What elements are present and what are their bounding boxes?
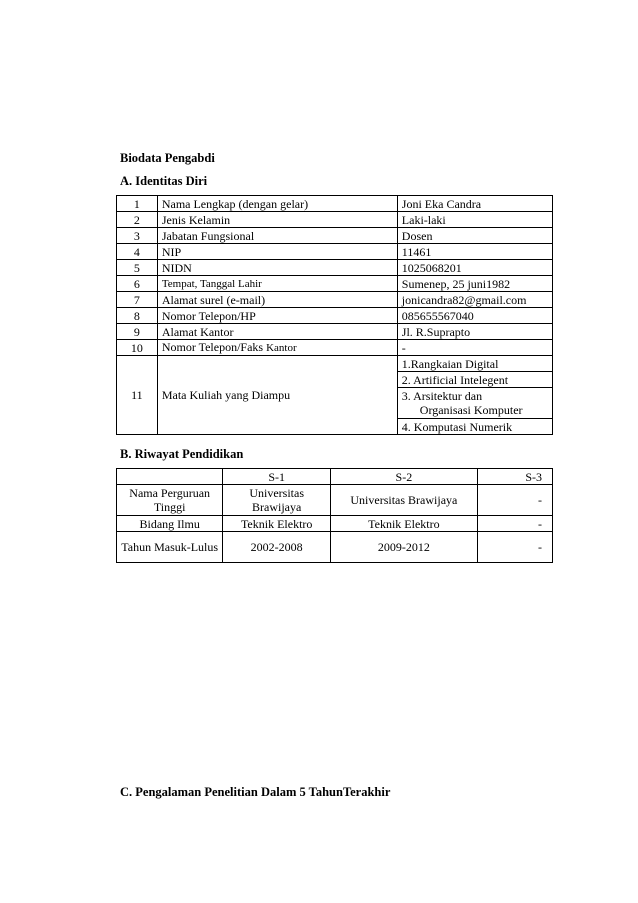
- row-number: 4: [117, 244, 158, 260]
- table-row: [117, 196, 553, 212]
- pendidikan-table: [116, 468, 553, 563]
- row-label: Nama Perguruan Tinggi: [117, 485, 223, 516]
- row-number: 7: [117, 292, 158, 308]
- row-number: 10: [117, 340, 158, 356]
- table-row: [117, 340, 553, 356]
- table-row: [117, 516, 553, 532]
- course-item-line: 3. Arsitektur dan: [401, 389, 483, 403]
- course-item: [397, 388, 552, 419]
- row-label: Alamat surel (e-mail): [157, 292, 397, 308]
- table-row: [117, 260, 553, 276]
- course-item: 4. Komputasi Numerik: [397, 419, 552, 435]
- row-number: 8: [117, 308, 158, 324]
- cell-s1: 2002-2008: [223, 532, 331, 563]
- row-label-main: Nomor Telepon/Faks: [161, 340, 264, 354]
- table-row: [117, 356, 553, 372]
- row-label: Nomor Telepon/HP: [157, 308, 397, 324]
- cell-s3: -: [477, 532, 552, 563]
- cell-s1: Universitas Brawijaya: [223, 485, 331, 516]
- document-title: Biodata Pengabdi: [120, 151, 215, 165]
- row-value: 1025068201: [397, 260, 552, 276]
- row-number: 5: [117, 260, 158, 276]
- row-label: Jenis Kelamin: [157, 212, 397, 228]
- row-label: Jabatan Fungsional: [157, 228, 397, 244]
- cell-s1: Teknik Elektro: [223, 516, 331, 532]
- row-label: Tempat, Tanggal Lahir: [157, 276, 397, 292]
- cell-s3: -: [477, 516, 552, 532]
- table-header-row: [117, 469, 553, 485]
- table-row: [117, 324, 553, 340]
- course-item: 1.Rangkaian Digital: [397, 356, 552, 372]
- table-row: [117, 228, 553, 244]
- row-label: NIP: [157, 244, 397, 260]
- row-number: 2: [117, 212, 158, 228]
- cell-s2: Universitas Brawijaya: [331, 485, 478, 516]
- row-number: 6: [117, 276, 158, 292]
- row-number: 1: [117, 196, 158, 212]
- column-header: S-2: [331, 469, 478, 485]
- row-number: 3: [117, 228, 158, 244]
- column-header: S-1: [223, 469, 331, 485]
- cell-s2: 2009-2012: [331, 532, 478, 563]
- row-label: [157, 340, 397, 356]
- section-b-heading: B. Riwayat Pendidikan: [120, 447, 244, 461]
- row-label: Mata Kuliah yang Diampu: [157, 356, 397, 435]
- header-empty-cell: [117, 469, 223, 485]
- row-number: 9: [117, 324, 158, 340]
- row-number: 11: [117, 356, 158, 435]
- table-row: [117, 244, 553, 260]
- row-label-suffix: Kantor: [266, 342, 297, 354]
- table-row: [117, 212, 553, 228]
- row-value: Dosen: [397, 228, 552, 244]
- row-label: Nama Lengkap (dengan gelar): [157, 196, 397, 212]
- row-value: 085655567040: [397, 308, 552, 324]
- row-label: Bidang Ilmu: [117, 516, 223, 532]
- row-label: Alamat Kantor: [157, 324, 397, 340]
- section-c-heading: C. Pengalaman Penelitian Dalam 5 TahunTerakhir: [120, 785, 391, 799]
- section-a-heading: A. Identitas Diri: [120, 174, 208, 188]
- course-item-line: Organisasi Komputer: [419, 403, 523, 417]
- row-label: Tahun Masuk-Lulus: [117, 532, 223, 563]
- cell-s3: -: [477, 485, 552, 516]
- table-row: [117, 276, 553, 292]
- row-value: Joni Eka Candra: [397, 196, 552, 212]
- table-row: [117, 308, 553, 324]
- row-label: NIDN: [157, 260, 397, 276]
- table-row: [117, 292, 553, 308]
- column-header: S-3: [477, 469, 552, 485]
- cell-s2: Teknik Elektro: [331, 516, 478, 532]
- row-value: Laki-laki: [397, 212, 552, 228]
- course-item: 2. Artificial Intelegent: [397, 372, 552, 388]
- identitas-table: [116, 195, 553, 435]
- row-value: Jl. R.Suprapto: [397, 324, 552, 340]
- row-value: 11461: [397, 244, 552, 260]
- row-value: jonicandra82@gmail.com: [397, 292, 552, 308]
- table-row: [117, 532, 553, 563]
- table-row: [117, 485, 553, 516]
- row-value: Sumenep, 25 juni1982: [397, 276, 552, 292]
- row-value: -: [397, 340, 552, 356]
